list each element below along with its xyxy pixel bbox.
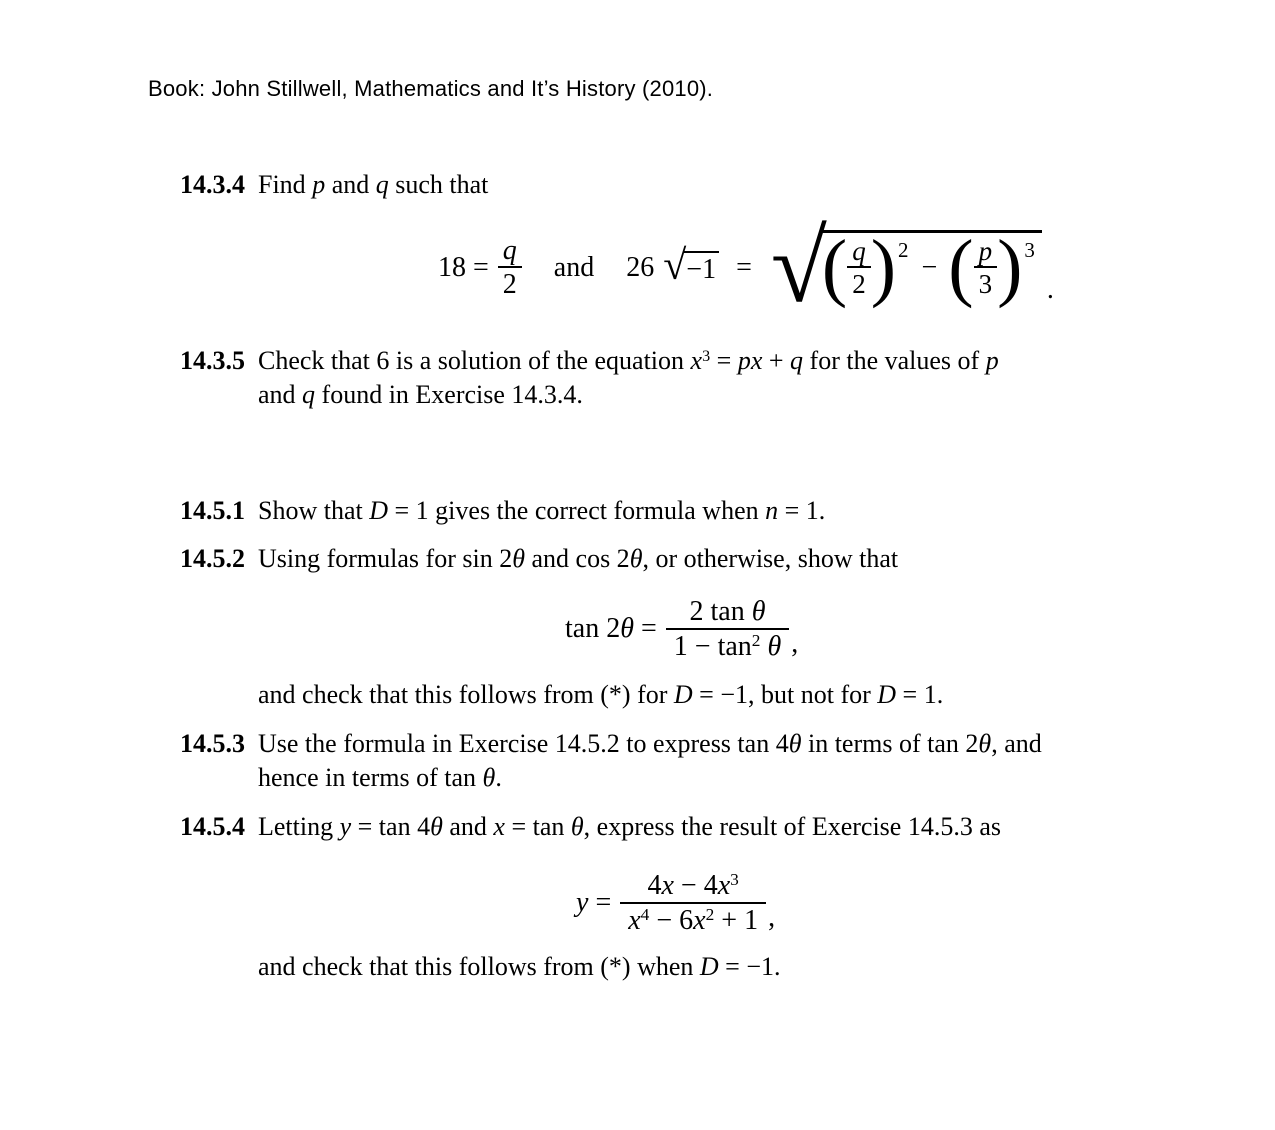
eq1-coefficient: 26 [626, 251, 655, 283]
exercise-14-5-2-text: 14.5.2 Using formulas for sin 2θ and cos 2θ, or otherwise, show that [180, 544, 899, 573]
check-line-14-5-2: and check that this follows from (*) for D = −1, but not for D = 1. [258, 680, 944, 709]
exercise-14-5-4-text: 14.5.4 Letting y = tan 4θ and x = tan θ, express the result of Exercise 14.5.3 as [180, 812, 1001, 841]
eq1-and-word: and [553, 251, 595, 283]
fraction-denominator: 2 [847, 266, 871, 299]
fraction-denominator: $x^4 - 6x^2 + 1$ [620, 902, 766, 937]
period-mark: . [1046, 273, 1054, 305]
eq2-lhs: tan 2θ = [565, 613, 657, 645]
close-paren: ) [870, 225, 896, 310]
minus-sign: − [921, 251, 938, 283]
exercise-14-3-5-text-line1: 14.3.5 Check that 6 is a solution of the equation $x^3$ = px + q for the values of p [180, 346, 999, 375]
fraction-denominator: 2 [498, 266, 522, 300]
fraction-numerator: p [978, 236, 993, 266]
fraction-numerator: q [502, 234, 517, 266]
fraction-denominator: $1 - \tan^2 \theta$ [666, 628, 789, 663]
equation-14-5-4 [576, 869, 775, 938]
fraction-tan [666, 595, 789, 664]
big-radical [770, 211, 1042, 324]
equation-14-3-4 [438, 211, 1054, 324]
exercise-14-3-5-text-line2: and q found in Exercise 14.3.4. [258, 380, 583, 409]
open-paren: ( [821, 225, 848, 310]
fraction-numerator: 2 tan θ [689, 596, 766, 627]
exercise-14-5-3-text-line2: hence in terms of tan θ. [258, 763, 502, 792]
exponent-3: 3 [1024, 238, 1035, 262]
fraction-numerator: $4x - 4x^3$ [647, 869, 739, 901]
exponent-2: 2 [898, 238, 909, 262]
radical-sign-icon: √ [770, 211, 827, 324]
fraction-numerator: q [852, 236, 866, 266]
fraction-y [620, 869, 766, 938]
eq1-lhs: 18 = [438, 251, 489, 283]
radicand [821, 225, 1042, 310]
exercise-14-5-3-text-line1: 14.5.3 Use the formula in Exercise 14.5.2 to express tan 4θ in terms of tan 2θ, and [180, 729, 1042, 758]
fraction-q-over-2 [847, 236, 871, 299]
equation-14-5-2 [565, 595, 798, 664]
equals-sign: = [736, 251, 752, 283]
eq3-lhs: y = [576, 887, 612, 919]
fraction-denominator: 3 [974, 266, 998, 299]
open-paren: ( [948, 225, 974, 310]
book-title-header: Book: John Stillwell, Mathematics and It’s History (2010). [148, 76, 714, 101]
check-line-14-5-4: and check that this follows from (*) when D = −1. [258, 952, 781, 981]
exercise-14-3-4-text: 14.3.4 Find p and q such that [180, 170, 489, 199]
comma-mark: , [791, 628, 799, 660]
radicand: −1 [683, 251, 719, 284]
radical-sign-icon: √ [663, 243, 687, 290]
exercise-14-5-1-text: 14.5.1 Show that D = 1 gives the correct formula when n = 1. [180, 496, 826, 525]
fraction-p-over-3 [974, 236, 998, 299]
fraction-q-over-2 [498, 235, 522, 301]
sqrt-minus-one [663, 243, 719, 290]
comma-mark: , [768, 902, 776, 934]
close-paren: ) [997, 225, 1023, 310]
